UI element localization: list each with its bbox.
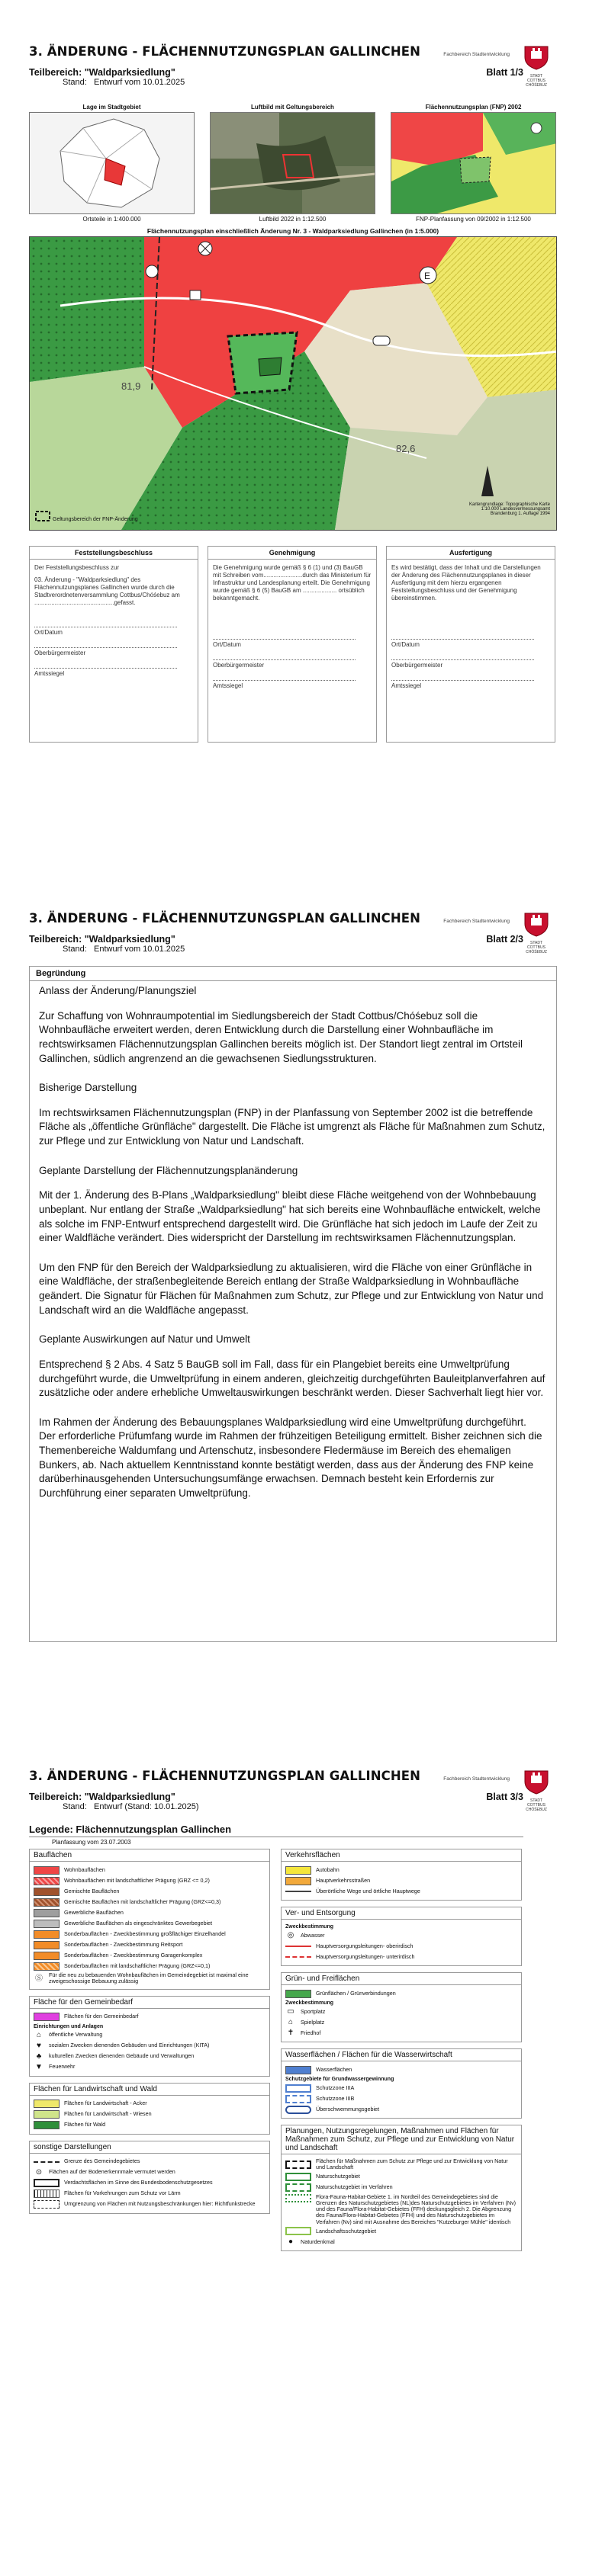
legend-item: ♣ kulturellen Zwecken dienenden Gebäude und Verwaltungen — [34, 2052, 265, 2061]
reason-h1: Anlass der Änderung/Planungsziel — [39, 985, 197, 996]
legend-item: Sonderbauflächen mit landschaftlicher Prägung (GRZ<=0,1) — [34, 1962, 265, 1971]
subarea-title-2: Teilbereich: "Waldparksiedlung" — [29, 934, 175, 945]
sheet-1 — [29, 44, 557, 743]
reason-p4: Um den FNP für den Bereich der Waldparksiedlung zu aktualisieren, wird die Fläche von einer Grünfläche in eine Waldfläche, der straßenbegleitende Bereich entlang der Straße Waldparksiedlung in Wohnbaufläche geändert. Die Signatur für Flächen für Maßnahmen zum Schutz, zur Pflege und zur Entwicklung von Natur und Landschaft wird an die Waldfläche angepasst. — [39, 1261, 544, 1316]
sig-mayor-3: Oberbürgermeister — [391, 659, 534, 669]
legend-item: ▼ Feuerwehr — [34, 2063, 265, 2072]
box-execution-heading: Ausfertigung — [387, 547, 555, 560]
legend-item: ♥ sozialen Zwecken dienenden Gebäuden und Einrichtungen (KITA) — [34, 2042, 265, 2051]
height-label-2: 82,6 — [396, 443, 416, 454]
legend-item: Flächen für Landwirtschaft - Wiesen — [34, 2110, 265, 2119]
department-label-3: Fachbereich Stadtentwicklung — [443, 1776, 510, 1782]
city-crest — [522, 44, 551, 88]
crest-shield-icon — [522, 44, 551, 70]
reason-h2: Bisherige Darstellung — [39, 1082, 137, 1094]
sheet-number: Blatt 1/3 — [486, 67, 523, 78]
social-icon: ♥ — [37, 2041, 41, 2050]
legend-wa — [281, 2048, 522, 2119]
fire-icon: ▼ — [35, 2062, 43, 2071]
legend-item: Überörtliche Wege und örtliche Hauptwege — [285, 1887, 517, 1896]
legend-item: Flächen für den Gemeinbedarf — [34, 2013, 265, 2022]
scope-caption: Geltungsbereich der FNP-Änderung — [53, 517, 138, 522]
legend-vk — [281, 1849, 522, 1901]
legend-item: Hauptverkehrsstraßen — [285, 1876, 517, 1885]
legend-item: Flora-Fauna-Habitat-Gebiete 1. im Nordteil des Gemeindegebietes sind die Grenzen des Naturschutzgebietes (NL)des Naturschutzgebietes im Verfahren (Nv) und des Fauna/Flora-Habitat-Gebietes (FFH) deckungsgleich 2. Die Abgrenzung des Fauna/Flora-Habitat-Gebietes (FFH) und des Naturschutzgebietes im Verfahren (Nv) sind mit Ausnahme des Bereiches "Kutzeburger Mühle" identisch — [285, 2194, 517, 2225]
legend-item: Schutzzone IIIA — [285, 2084, 517, 2093]
legend-item: Sonderbauflächen - Zweckbestimmung Garagenkomplex — [34, 1951, 265, 1960]
page-header-3 — [29, 1769, 557, 1817]
department-label-2: Fachbereich Stadtentwicklung — [443, 919, 510, 924]
legend-vk-heading: Verkehrsflächen — [282, 1849, 521, 1862]
fnp-2002-map — [391, 113, 556, 213]
box-decision-heading: Feststellungsbeschluss — [30, 547, 198, 560]
legend-item: ⌂ Spielplatz — [285, 2018, 517, 2027]
legend-ve-sub: Zweckbestimmung — [285, 1924, 334, 1930]
legend-ve — [281, 1907, 522, 1966]
legend-item: Verdachtsflächen im Sinne des Bundesbodenschutzgesetzes — [34, 2179, 265, 2188]
page-title-2: 3. ÄNDERUNG - FLÄCHENNUTZUNGSPLAN GALLINCHEN — [29, 911, 421, 925]
legend-item: Naturschutzgebiet — [285, 2173, 517, 2182]
crest-city-name-3: STADT COTTBUS CHÓŚEBUZ — [526, 1798, 547, 1812]
legend-item: Wohnbauflächen — [34, 1865, 265, 1875]
sheet-2 — [29, 911, 557, 1642]
reason-h3: Geplante Darstellung der Flächennutzungsplanänderung — [39, 1164, 298, 1176]
thumb-aerial-scale: Luftbild 2022 in 1:12.500 — [259, 216, 327, 223]
legend-wa-heading: Wasserflächen / Flächen für die Wasserwirtschaft — [282, 2049, 521, 2061]
thumb-location-scale: Ortsteile in 1:400.000 — [82, 216, 141, 223]
circle-marker-icon: Ⓢ — [35, 1974, 43, 1983]
legend-item: ◎ Abwasser — [285, 1931, 517, 1940]
city-crest-2 — [522, 911, 551, 954]
box-decision-text: 03. Änderung - "Waldparksiedlung" des Flächennutzungsplanes Gallinchen wurde durch die Stadtverordnetenversammlung Cottbus/Chóśebuz am ...............................................gefasst. — [34, 576, 180, 606]
legend-so-heading: sonstige Darstellungen — [30, 2141, 269, 2154]
page-title-3: 3. ÄNDERUNG - FLÄCHENNUTZUNGSPLAN GALLINCHEN — [29, 1769, 421, 1783]
map-base-note: Kartengrundlage: Topographische Karte 1:10.000 Landesvermessungsamt Brandenburg 1. Auflage 1994 — [469, 502, 550, 516]
legend-item: Umgrenzung von Flächen mit Nutzungsbeschränkungen hier: Richtfunkstrecke — [34, 2200, 265, 2209]
main-map-caption: Flächennutzungsplan einschließlich Änderung Nr. 3 - Waldparksiedlung Gallinchen (in 1:5.000) — [146, 227, 439, 235]
box-approval-text: Die Genehmigung wurde gemäß § 6 (1) und (3) BauGB mit Schreiben vom.......................durch das Ministerium für Infrastruktur und Landesplanung erteilt. Die Genehmigung wurde gemäß § 6 (5) BauGB am .................... ortsüblich bekanntgemacht. — [213, 564, 372, 601]
crest-shield-icon — [522, 911, 551, 937]
legend-gr-sub: Zweckbestimmung — [285, 2000, 334, 2006]
legend-subtitle: Planfassung vom 23.07.2003 — [52, 1839, 131, 1846]
legend-item: Flächen für Wald — [34, 2121, 265, 2130]
main-map — [29, 236, 557, 531]
legend-item: ▭ Sportplatz — [285, 2007, 517, 2016]
stand-value-2: Entwurf vom 10.01.2025 — [93, 945, 185, 954]
sig-seal-2: Amtssiegel — [213, 680, 356, 690]
legend-item: ✝ Friedhof — [285, 2029, 517, 2038]
legend-item: Gemischte Bauflächen mit landschaftlicher Prägung (GRZ<=0,3) — [34, 1898, 265, 1907]
legend-gem — [29, 1996, 270, 2077]
sheet-number-2: Blatt 2/3 — [486, 934, 523, 945]
legend-item: Ⓢ Für die neu zu bebauenden Wohnbauflächen im Gemeindegebiet ist maximal eine zweigeschossige Bebauung zulässig — [35, 1971, 249, 1985]
legend-item: Flächen für Vorkehrungen zum Schutz vor Lärm — [34, 2189, 265, 2199]
height-label-1: 81,9 — [121, 380, 141, 392]
sig-seal: Amtssiegel — [34, 668, 177, 678]
crest-city-name: STADT COTTBUS CHÓŚEBUZ — [526, 74, 547, 88]
legend-columns — [29, 1849, 557, 2257]
thumb-fnp — [391, 104, 556, 223]
legend-item: Wasserflächen — [285, 2065, 517, 2074]
box-approval — [208, 546, 377, 743]
e-label: E — [424, 271, 431, 281]
sig-place-2: Ort/Datum — [213, 639, 356, 649]
stand-label-3: Stand: — [63, 1802, 87, 1811]
box-execution — [386, 546, 555, 743]
sig-place-3: Ort/Datum — [391, 639, 534, 649]
legend-item: Schutzzone IIIB — [285, 2094, 517, 2103]
legend-item: Landschaftsschutzgebiet — [285, 2227, 517, 2236]
overview-thumbnails — [29, 104, 557, 223]
legend-gr — [281, 1972, 522, 2042]
legend-item: Flächen für Landwirtschaft - Acker — [34, 2100, 265, 2109]
reason-p1: Zur Schaffung von Wohnraumpotential im Siedlungsbereich der Stadt Cottbus/Chóśebuz soll die Wohnbaufläche erweitert werden, deren Entwicklung durch die Darstellung einer Wohnbaufläche im rechtswirksamen Flächennutzungsplan Gallinchen bereits möglich ist. Der Standort liegt zentral im Ortsteil Gallinchen, südlich angrenzend an die gewachsenen Siedlungsstrukturen. — [39, 1009, 523, 1064]
legend-lw-heading: Flächen für Landwirtschaft und Wald — [30, 2084, 269, 2096]
legend-item: Hauptversorgungsleitungen- oberirdisch — [285, 1942, 517, 1951]
aerial-photo — [211, 113, 375, 213]
thumb-location — [29, 104, 195, 223]
legend-col-right — [281, 1849, 522, 2257]
page-header — [29, 44, 557, 98]
city-crest-3 — [522, 1769, 551, 1812]
legend-item: Flächen für Maßnahmen zum Schutz zur Pflege und zur Entwicklung von Natur und Landschaft — [285, 2158, 517, 2171]
reason-p6: Im Rahmen der Änderung des Bebauungsplanes Waldparksiedlung wird eine Umweltprüfung durchgeführt. Der erforderliche Prüfumfang wurde im Rahmen der frühzeitigen Beteiligung ermittelt. Bisher zeichnen sich die Themenbereiche Waldumfang und Artenschutz, insbesondere Fledermäuse im Bereich des ehemaligen Bunkers, ab. Nach aktuellem Kenntnisstand konnte bestätigt werden, dass aus der Änderung des FNP keine darüberhinausgehenden Untersuchungsumfänge erwachsen. Demnach besteht kein Erfordernis zur Durchführung einer separaten Umweltprüfung. — [39, 1416, 542, 1499]
sig-seal-3: Amtssiegel — [391, 680, 534, 690]
sig-place: Ort/Datum — [34, 627, 177, 637]
legend-ve-heading: Ver- und Entsorgung — [282, 1907, 521, 1920]
thumb-aerial-caption: Luftbild mit Geltungsbereich — [251, 104, 334, 111]
sig-mayor: Oberbürgermeister — [34, 647, 177, 657]
legend-item: Gewerbliche Bauflächen — [34, 1908, 265, 1917]
reasoning-heading: Begründung — [30, 967, 556, 981]
legend-item: Naturschutzgebiet im Verfahren — [285, 2183, 517, 2193]
legend-item: Sonderbauflächen - Zweckbestimmung Reitsport — [34, 1940, 265, 1949]
department-label: Fachbereich Stadtentwicklung — [443, 52, 510, 57]
district-map — [30, 113, 195, 213]
cemetery-icon: ✝ — [287, 2029, 294, 2038]
legend-item: Grünflächen / Grünverbindungen — [285, 1989, 517, 1998]
thumb-aerial — [210, 104, 375, 223]
legend-item: Sonderbauflächen - Zweckbestimmung großflächiger Einzelhandel — [34, 1930, 265, 1939]
legend-gem-sub: Einrichtungen und Anlagen — [34, 2023, 104, 2029]
legend-col-left — [29, 1849, 270, 2257]
legend-wa-sub: Schutzgebiete für Grundwassergewinnung — [285, 2077, 394, 2082]
stand-label-2: Stand: — [63, 945, 87, 954]
legend-gem-heading: Fläche für den Gemeinbedarf — [30, 1997, 269, 2009]
legend-item: Gewerbliche Bauflächen als eingeschränktes Gewerbegebiet — [34, 1919, 265, 1928]
reasoning-box — [29, 966, 557, 1642]
approval-boxes — [29, 546, 557, 743]
legend-bau-heading: Bauflächen — [30, 1849, 269, 1862]
thumb-fnp-caption: Flächennutzungsplan (FNP) 2002 — [425, 104, 522, 111]
stand-value-3: Entwurf (Stand: 10.01.2025) — [93, 1802, 199, 1811]
page-title: 3. ÄNDERUNG - FLÄCHENNUTZUNGSPLAN GALLINCHEN — [29, 44, 421, 59]
sheet-3 — [29, 1769, 557, 2257]
soil-icon: ⊙ — [35, 2167, 43, 2177]
playground-icon: ⌂ — [288, 2018, 294, 2027]
legend-item: Überschwemmungsgebiet — [285, 2105, 517, 2114]
reason-h4: Geplante Auswirkungen auf Natur und Umwelt — [39, 1333, 250, 1346]
legend-item: ● Naturdenkmal — [285, 2238, 517, 2247]
thumb-location-caption: Lage im Stadtgebiet — [82, 104, 141, 111]
sewage-icon: ◎ — [287, 1931, 294, 1940]
legend-item: Hauptversorgungsleitungen- unterirdisch — [285, 1952, 517, 1962]
legend-item: ⊙ Flächen auf der Bodenerkennmale vermutet werden — [34, 2168, 265, 2177]
culture-icon: ♣ — [36, 2051, 42, 2061]
legend-item: Wohnbauflächen mit landschaftlicher Prägung (GRZ <= 0,2) — [34, 1876, 265, 1885]
thumb-fnp-scale: FNP-Planfassung von 09/2002 in 1:12.500 — [416, 216, 531, 223]
reason-p3: Mit der 1. Änderung des B-Plans „Waldparksiedlung" bleibt diese Fläche weitgehend von der Wohnbebauung unbeplant. Nur entlang der Straße „Waldparksiedlung" hat sich bereits eine Wohnbaufläche entwickelt, welche als solche im FNP-Entwurf entsprechend dargestellt wird. Die Grünfläche hat sich jedoch im Laufe der Zeit zu einer Waldfläche verändert. Dies widerspricht der Darstellung im rechtswirksamen Flächennutzungsplan. — [39, 1189, 541, 1244]
box-approval-heading: Genehmigung — [208, 547, 376, 560]
legend-pl — [281, 2125, 522, 2251]
page-header-2 — [29, 911, 557, 961]
subarea-title-3: Teilbereich: "Waldparksiedlung" — [29, 1792, 175, 1802]
legend-item: Autobahn — [285, 1865, 517, 1875]
stand-label: Stand: — [63, 78, 87, 87]
box-decision-intro: Der Feststellungsbeschluss zur — [34, 564, 120, 571]
crest-shield-icon — [522, 1769, 551, 1795]
subarea-title: Teilbereich: "Waldparksiedlung" — [29, 67, 175, 78]
reason-p2: Im rechtswirksamen Flächennutzungsplan (FNP) in der Planfassung von September 2002 ist die betreffende Fläche als „öffentliche Grünfläche" dargestellt. Die Fläche ist umgrenzt als Fläche für Maßnahmen zum Schutz, zur Pflege und zur Entwicklung von Natur und Landschaft. — [39, 1106, 545, 1147]
sig-mayor-2: Oberbürgermeister — [213, 659, 356, 669]
sheet-number-3: Blatt 3/3 — [486, 1792, 523, 1802]
legend-pl-heading: Planungen, Nutzungsregelungen, Maßnahmen und Flächen für Maßnahmen zum Schutz, zur Pflege und zur Entwicklung von Natur und Landschaft — [282, 2125, 521, 2154]
stand-value: Entwurf vom 10.01.2025 — [93, 78, 185, 87]
legend-item: Grenze des Gemeindegebietes — [34, 2157, 265, 2167]
legend-title: Legende: Flächennutzungsplan Gallinchen — [29, 1824, 523, 1837]
legend-bau — [29, 1849, 270, 1990]
legend-item: ⌂ öffentliche Verwaltung — [34, 2031, 265, 2040]
crest-city-name-2: STADT COTTBUS CHÓŚEBUZ — [526, 941, 547, 954]
fnp-change-map — [30, 237, 557, 530]
sportsfield-icon: ▭ — [287, 2007, 294, 2016]
legend-lw — [29, 2083, 270, 2135]
reason-p5: Entsprechend § 2 Abs. 4 Satz 5 BauGB soll im Fall, dass für ein Plangebiet bereits eine Umweltprüfung durchgeführt wurde, die Umweltprüfung in einem anderen, gleichzeitig durchgeführten Bauleitplanverfahren auf zusätzliche oder andere erhebliche Umweltauswirkungen beschränkt werden. Dieser Sachverhalt liegt hier vor. — [39, 1358, 545, 1399]
legend-gr-heading: Grün- und Freiflächen — [282, 1973, 521, 1985]
legend-so — [29, 2141, 270, 2214]
nature-monument-icon: ● — [288, 2238, 294, 2247]
admin-icon: ⌂ — [36, 2030, 42, 2039]
box-execution-text: Es wird bestätigt, dass der Inhalt und die Darstellungen der Änderung des Flächennutzungsplanes in dieser Ausfertigung mit dem hierzu ergangenen Feststellungsbeschluss und der Genehmigung übereinstimmen. — [391, 564, 541, 601]
legend-item: Gemischte Bauflächen — [34, 1887, 265, 1896]
box-decision — [29, 546, 198, 743]
